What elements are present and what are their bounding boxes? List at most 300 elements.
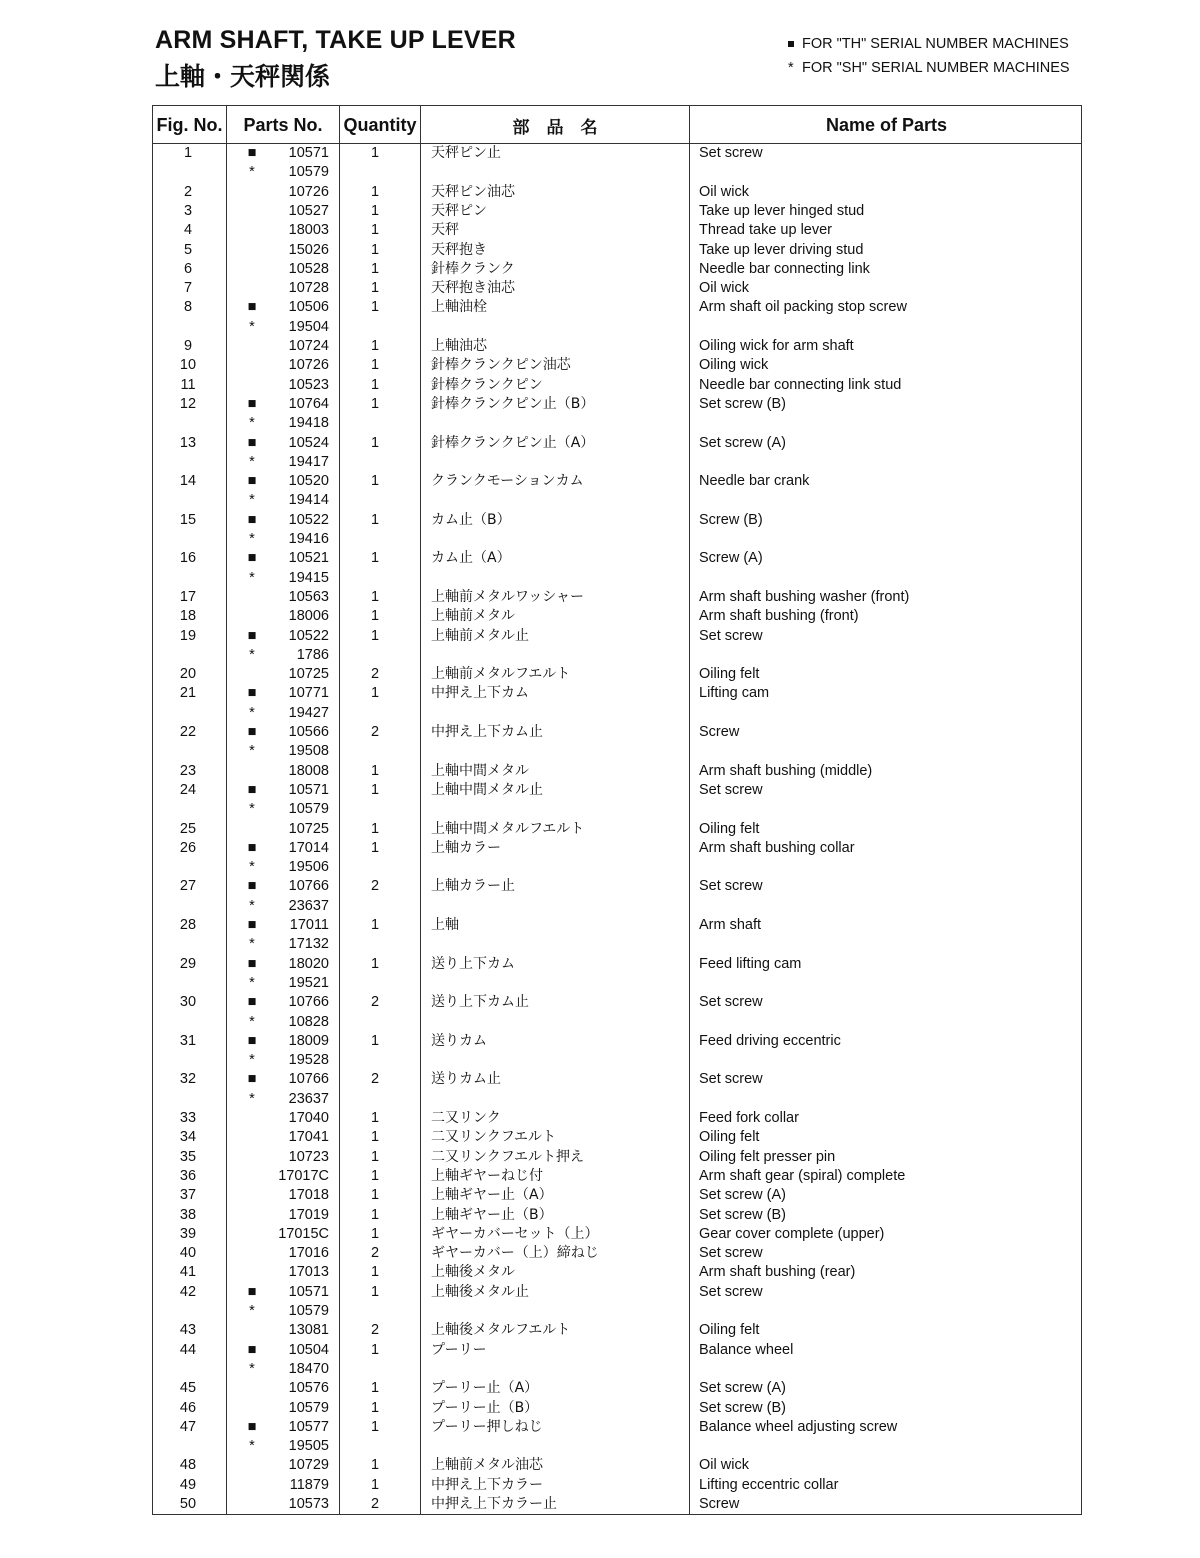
japanese-name-cell: 送りカム止	[431, 1071, 501, 1088]
quantity-cell: 1	[370, 145, 380, 161]
part-number-cell: 19417	[288, 453, 329, 470]
table-row	[153, 569, 1081, 588]
japanese-name-cell: 上軸中間メタル	[431, 762, 529, 779]
part-name-cell: Oiling felt	[699, 666, 760, 683]
series-marker: *	[249, 936, 255, 953]
fig-no-cell: 50	[179, 1496, 197, 1512]
header-parts-no: Parts No.	[243, 114, 323, 135]
japanese-name-cell: 天秤ピン	[431, 202, 487, 219]
part-name-cell: Set screw (B)	[699, 1206, 787, 1223]
table-row	[153, 1283, 1081, 1302]
japanese-name-cell: 送りカム	[431, 1032, 487, 1049]
quantity-cell: 1	[370, 1476, 380, 1493]
table-row	[153, 665, 1081, 684]
fig-no-cell: 44	[179, 1341, 197, 1358]
part-name-cell: Arm shaft	[699, 917, 762, 933]
table-row	[153, 298, 1081, 317]
part-name-cell: Set screw (A)	[699, 1380, 787, 1397]
part-name-cell: Take up lever hinged stud	[699, 202, 865, 219]
part-name-cell: Oiling felt	[699, 1129, 760, 1146]
japanese-name-cell: 上軸中間メタル止	[431, 781, 543, 798]
fig-no-cell: 4	[183, 222, 193, 239]
quantity-cell: 1	[370, 1283, 380, 1300]
japanese-name-cell: 上軸前メタルワッシャー	[431, 588, 585, 605]
part-name-cell: Set screw	[699, 1245, 763, 1262]
part-number-cell: 10766	[288, 878, 329, 895]
series-marker: ■	[247, 299, 257, 316]
series-marker: *	[249, 164, 255, 181]
table-row	[153, 742, 1081, 761]
quantity-cell: 1	[370, 1264, 380, 1281]
part-name-cell: Feed fork collar	[699, 1110, 799, 1126]
part-number-cell: 23637	[288, 897, 329, 914]
japanese-name-cell: 上軸油栓	[431, 299, 487, 316]
part-number-cell: 10563	[288, 588, 329, 605]
japanese-name-cell: 上軸ギヤー止（B）	[431, 1206, 553, 1223]
table-row	[153, 453, 1081, 472]
japanese-name-cell: ギヤーカバーセット（上）	[431, 1225, 599, 1242]
fig-no-cell: 22	[179, 724, 197, 740]
quantity-cell: 1	[370, 608, 380, 625]
quantity-cell: 1	[370, 434, 380, 451]
header-fig-no: Fig. No.	[156, 114, 223, 135]
series-marker: ■	[247, 781, 257, 798]
square-marker-icon	[788, 36, 802, 52]
fig-no-cell: 48	[179, 1457, 197, 1474]
part-name-cell: Screw	[699, 724, 740, 740]
fig-no-cell: 18	[179, 608, 197, 625]
fig-no-cell: 35	[179, 1148, 197, 1165]
part-number-cell: 19414	[288, 492, 329, 509]
series-marker: ■	[247, 878, 257, 895]
part-name-cell: Set screw	[699, 994, 763, 1011]
part-number-cell: 10579	[288, 1399, 329, 1416]
part-number-cell: 19504	[288, 318, 329, 335]
quantity-cell: 1	[370, 685, 380, 702]
part-number-cell: 17018	[288, 1187, 329, 1204]
japanese-name-cell: 針棒クランク	[431, 260, 515, 277]
japanese-name-cell: 上軸前メタル油芯	[431, 1457, 543, 1474]
part-number-cell: 17016	[288, 1245, 329, 1262]
table-row	[153, 627, 1081, 646]
part-number-cell: 10771	[288, 685, 329, 702]
japanese-name-cell: 上軸ギヤーねじ付	[431, 1167, 543, 1184]
part-name-cell: Set screw (B)	[699, 1399, 787, 1416]
quantity-cell: 1	[370, 1418, 380, 1435]
series-marker: *	[249, 743, 255, 760]
table-row	[153, 530, 1081, 549]
japanese-name-cell: プーリー	[431, 1341, 487, 1358]
part-number-cell: 15026	[288, 241, 329, 258]
fig-no-cell: 37	[179, 1187, 197, 1204]
quantity-cell: 1	[370, 473, 380, 490]
part-number-cell: 17041	[288, 1129, 329, 1146]
series-marker: *	[249, 801, 255, 818]
fig-no-cell: 31	[179, 1032, 197, 1049]
series-marker: *	[249, 318, 255, 335]
table-row	[153, 414, 1081, 433]
table-row	[153, 144, 1081, 163]
quantity-cell: 1	[370, 511, 380, 528]
part-name-cell: Screw	[699, 1496, 740, 1512]
quantity-cell: 1	[370, 1032, 380, 1049]
japanese-name-cell: 中押え上下カム止	[431, 724, 543, 740]
table-row	[153, 337, 1081, 356]
japanese-name-cell: 針棒クランクピン油芯	[431, 357, 571, 374]
table-row	[153, 762, 1081, 781]
table-row	[153, 241, 1081, 260]
quantity-cell: 1	[370, 1341, 380, 1358]
table-row	[153, 1379, 1081, 1398]
table-row	[153, 1321, 1081, 1340]
japanese-name-cell: ギヤーカバー（上）締ねじ	[431, 1245, 599, 1262]
part-number-cell: 11879	[289, 1476, 329, 1493]
series-marker: ■	[247, 627, 257, 644]
quantity-cell: 1	[370, 1380, 380, 1397]
part-number-cell: 10524	[288, 434, 329, 451]
table-row	[153, 395, 1081, 414]
series-marker: *	[249, 704, 255, 721]
table-row	[153, 511, 1081, 530]
series-marker: ■	[247, 550, 257, 567]
fig-no-cell: 11	[180, 376, 196, 393]
part-number-cell: 18009	[288, 1032, 329, 1049]
table-row	[153, 1360, 1081, 1379]
quantity-cell: 1	[370, 839, 380, 856]
japanese-name-cell: 上軸前メタル	[431, 608, 515, 625]
japanese-name-cell: 中押え上下カラー	[431, 1476, 543, 1493]
series-marker: ■	[247, 955, 257, 972]
fig-no-cell: 49	[179, 1476, 197, 1493]
table-row	[153, 858, 1081, 877]
part-name-cell: Arm shaft bushing (front)	[699, 608, 859, 625]
page-title-japanese: 上軸・天秤関係	[155, 62, 331, 91]
fig-no-cell: 3	[183, 202, 193, 219]
japanese-name-cell: 天秤	[431, 222, 459, 239]
part-number-cell: 10729	[288, 1457, 329, 1474]
part-number-cell: 13081	[288, 1322, 329, 1339]
series-marker: ■	[247, 917, 257, 933]
table-row	[153, 376, 1081, 395]
header-quantity: Quantity	[343, 114, 417, 135]
quantity-cell: 1	[370, 280, 380, 297]
table-row	[153, 1418, 1081, 1437]
japanese-name-cell: 針棒クランクピン	[431, 376, 543, 393]
part-name-cell: Take up lever driving stud	[699, 241, 864, 258]
quantity-cell: 1	[370, 183, 380, 200]
part-number-cell: 18008	[288, 762, 329, 779]
table-row	[153, 1070, 1081, 1089]
japanese-name-cell: 針棒クランクピン止（B）	[431, 395, 595, 412]
series-marker: *	[249, 1013, 255, 1030]
series-marker: ■	[247, 511, 257, 528]
fig-no-cell: 45	[179, 1380, 197, 1397]
series-marker: ■	[247, 434, 257, 451]
part-number-cell: 10506	[288, 299, 329, 316]
table-row	[153, 356, 1081, 375]
quantity-cell: 1	[370, 1457, 380, 1474]
table-row	[153, 260, 1081, 279]
part-number-cell: 18020	[288, 955, 329, 972]
table-row	[153, 916, 1081, 935]
legend-sh	[788, 60, 1070, 76]
part-name-cell: Oil wick	[699, 183, 749, 200]
part-number-cell: 17015C	[278, 1225, 329, 1242]
part-number-cell: 10504	[288, 1341, 329, 1358]
table-row	[153, 897, 1081, 916]
part-number-cell: 10723	[288, 1148, 329, 1165]
fig-no-cell: 15	[179, 511, 197, 528]
legend-sh-text: FOR "SH" SERIAL NUMBER MACHINES	[802, 60, 1070, 76]
part-number-cell: 10520	[288, 473, 329, 490]
fig-no-cell: 14	[179, 473, 197, 490]
quantity-cell: 1	[370, 1225, 380, 1242]
part-name-cell: Set screw (A)	[699, 1187, 787, 1204]
series-marker: *	[249, 453, 255, 470]
part-name-cell: Oiling felt	[699, 820, 760, 837]
japanese-name-cell: 上軸後メタル	[431, 1264, 515, 1281]
table-row	[153, 318, 1081, 337]
fig-no-cell: 36	[179, 1167, 197, 1184]
japanese-name-cell: 針棒クランクピン止（A）	[431, 434, 595, 451]
quantity-cell: 2	[370, 878, 380, 895]
part-number-cell: 19506	[288, 859, 329, 876]
fig-no-cell: 46	[179, 1399, 197, 1416]
japanese-name-cell: クランクモーションカム	[431, 473, 584, 490]
part-number-cell: 10728	[288, 280, 329, 297]
part-number-cell: 10523	[288, 376, 329, 393]
series-marker: *	[249, 897, 255, 914]
quantity-cell: 2	[370, 1245, 380, 1262]
part-number-cell: 10579	[288, 164, 329, 181]
quantity-cell: 1	[370, 762, 380, 779]
part-number-cell: 17040	[288, 1110, 329, 1126]
part-number-cell: 17014	[288, 839, 329, 856]
legend-th	[788, 36, 1069, 52]
japanese-name-cell: 中押え上下カム	[431, 685, 529, 702]
fig-no-cell: 13	[179, 434, 197, 451]
part-name-cell: Set screw	[699, 1071, 763, 1088]
quantity-cell: 1	[370, 1129, 380, 1146]
fig-no-cell: 2	[183, 183, 193, 200]
quantity-cell: 2	[370, 1496, 380, 1512]
part-name-cell: Set screw	[699, 145, 763, 161]
part-name-cell: Lifting cam	[699, 685, 770, 702]
series-marker: *	[249, 492, 255, 509]
series-marker: *	[249, 1438, 255, 1455]
part-number-cell: 19505	[288, 1438, 329, 1455]
part-name-cell: Needle bar crank	[699, 473, 810, 490]
japanese-name-cell: 上軸カラー	[431, 839, 501, 856]
table-row	[153, 434, 1081, 453]
japanese-name-cell: 上軸カラー止	[431, 878, 515, 895]
part-name-cell: Set screw	[699, 878, 763, 895]
part-name-cell: Feed lifting cam	[699, 955, 802, 972]
series-marker: ■	[247, 724, 257, 740]
part-name-cell: Set screw (B)	[699, 395, 787, 412]
part-number-cell: 18006	[288, 608, 329, 625]
part-name-cell: Set screw	[699, 781, 763, 798]
quantity-cell: 1	[370, 376, 380, 393]
japanese-name-cell: プーリー止（B）	[431, 1399, 539, 1416]
part-number-cell: 10579	[288, 1303, 329, 1319]
japanese-name-cell: 上軸ギヤー止（A）	[431, 1187, 553, 1204]
part-number-cell: 19427	[288, 704, 329, 721]
quantity-cell: 1	[370, 917, 380, 933]
series-marker: *	[249, 1360, 255, 1377]
japanese-name-cell: 上軸前メタルフエルト	[431, 666, 571, 683]
series-marker: ■	[247, 473, 257, 490]
part-name-cell: Screw (A)	[699, 550, 763, 567]
part-number-cell: 19528	[288, 1052, 329, 1069]
part-number-cell: 10579	[288, 801, 329, 818]
fig-no-cell: 40	[179, 1245, 197, 1262]
japanese-name-cell: 二又リンクフエルト	[431, 1129, 557, 1146]
part-name-cell: Needle bar connecting link	[699, 260, 870, 277]
fig-no-cell: 20	[179, 666, 197, 683]
series-marker: ■	[247, 1071, 257, 1088]
part-number-cell: 17013	[288, 1264, 329, 1281]
table-row	[153, 1225, 1081, 1244]
fig-no-cell: 6	[183, 260, 193, 277]
quantity-cell: 1	[370, 1187, 380, 1204]
series-marker: ■	[247, 1341, 257, 1358]
part-number-cell: 10725	[288, 666, 329, 683]
part-name-cell: Thread take up lever	[699, 222, 832, 239]
fig-no-cell: 27	[179, 878, 197, 895]
fig-no-cell: 21	[179, 685, 197, 702]
part-number-cell: 17132	[288, 936, 329, 953]
table-row	[153, 1167, 1081, 1186]
series-marker: ■	[247, 145, 257, 161]
series-marker: ■	[247, 395, 257, 412]
quantity-cell: 1	[370, 588, 380, 605]
quantity-cell: 2	[370, 724, 380, 740]
series-marker: *	[249, 859, 255, 876]
quantity-cell: 1	[370, 338, 380, 354]
japanese-name-cell: 天秤抱き油芯	[431, 280, 515, 297]
part-number-cell: 18003	[288, 222, 329, 239]
header-name-of-parts: Name of Parts	[825, 114, 948, 135]
fig-no-cell: 30	[179, 994, 197, 1011]
table-row	[153, 588, 1081, 607]
quantity-cell: 1	[370, 781, 380, 798]
series-marker: *	[249, 1090, 255, 1107]
page-title: ARM SHAFT, TAKE UP LEVER	[155, 26, 516, 54]
table-row	[153, 1263, 1081, 1282]
table-row	[153, 839, 1081, 858]
quantity-cell: 1	[370, 550, 380, 567]
quantity-cell: 2	[370, 666, 380, 683]
table-row	[153, 646, 1081, 665]
part-number-cell: 10573	[288, 1496, 329, 1512]
table-row	[153, 704, 1081, 723]
fig-no-cell: 41	[179, 1264, 197, 1281]
part-number-cell: 19418	[288, 415, 329, 432]
japanese-name-cell: カム止（B）	[431, 511, 511, 528]
quantity-cell: 1	[370, 955, 380, 972]
part-number-cell: 10764	[288, 395, 329, 412]
series-marker: ■	[247, 1283, 257, 1300]
part-number-cell: 10521	[288, 550, 329, 567]
quantity-cell: 1	[370, 627, 380, 644]
fig-no-cell: 42	[179, 1283, 197, 1300]
part-number-cell: 23637	[288, 1090, 329, 1107]
quantity-cell: 1	[370, 202, 380, 219]
asterisk-marker: *	[788, 60, 794, 76]
series-marker: *	[249, 569, 255, 586]
table-row	[153, 955, 1081, 974]
legend-th-text: FOR "TH" SERIAL NUMBER MACHINES	[802, 36, 1069, 52]
table-row	[153, 279, 1081, 298]
japanese-name-cell: 送り上下カム	[431, 955, 515, 972]
japanese-name-cell: 送り上下カム止	[431, 994, 529, 1011]
table-row	[153, 974, 1081, 993]
part-number-cell: 10571	[288, 145, 329, 161]
fig-no-cell: 19	[179, 627, 197, 644]
parts-table	[152, 105, 1082, 1515]
table-row	[153, 549, 1081, 568]
series-marker: *	[249, 646, 255, 663]
part-number-cell: 1786	[296, 646, 329, 663]
japanese-name-cell: 上軸	[431, 917, 459, 933]
quantity-cell: 2	[370, 994, 380, 1011]
table-row	[153, 723, 1081, 742]
part-number-cell: 10828	[288, 1013, 329, 1030]
part-number-cell: 10576	[288, 1380, 329, 1397]
quantity-cell: 1	[370, 1206, 380, 1223]
table-row	[153, 1341, 1081, 1360]
series-marker: ■	[247, 1032, 257, 1049]
part-name-cell: Lifting eccentric collar	[699, 1476, 839, 1493]
part-name-cell: Arm shaft bushing collar	[699, 839, 855, 856]
table-row	[153, 1476, 1081, 1495]
series-marker: *	[249, 1052, 255, 1069]
fig-no-cell: 33	[179, 1110, 197, 1126]
part-name-cell: Set screw (A)	[699, 434, 787, 451]
japanese-name-cell: 中押え上下カラー止	[431, 1496, 557, 1512]
table-row	[153, 877, 1081, 896]
fig-no-cell: 9	[183, 338, 193, 354]
table-row	[153, 781, 1081, 800]
part-name-cell: Oiling felt presser pin	[699, 1148, 836, 1165]
part-name-cell: Arm shaft bushing (rear)	[699, 1264, 856, 1281]
part-number-cell: 10577	[288, 1418, 329, 1435]
table-row	[153, 1109, 1081, 1128]
series-marker: ■	[247, 839, 257, 856]
part-name-cell: Arm shaft bushing washer (front)	[699, 588, 910, 605]
series-marker: *	[249, 415, 255, 432]
table-row	[153, 800, 1081, 819]
part-number-cell: 10766	[288, 994, 329, 1011]
series-marker: ■	[247, 1418, 257, 1435]
part-name-cell: Arm shaft bushing (middle)	[699, 762, 873, 779]
part-number-cell: 17017C	[278, 1167, 329, 1184]
table-row	[153, 1437, 1081, 1456]
japanese-name-cell: プーリー止（A）	[431, 1380, 539, 1397]
quantity-cell: 1	[370, 260, 380, 277]
part-name-cell: Arm shaft gear (spiral) complete	[699, 1167, 906, 1184]
quantity-cell: 1	[370, 241, 380, 258]
quantity-cell: 1	[370, 1110, 380, 1126]
part-number-cell: 10571	[288, 781, 329, 798]
fig-no-cell: 47	[179, 1418, 197, 1435]
japanese-name-cell: 天秤ピン油芯	[431, 183, 515, 200]
table-row	[153, 1013, 1081, 1032]
quantity-cell: 1	[370, 299, 380, 316]
part-number-cell: 19416	[288, 531, 329, 547]
part-number-cell: 10726	[288, 183, 329, 200]
